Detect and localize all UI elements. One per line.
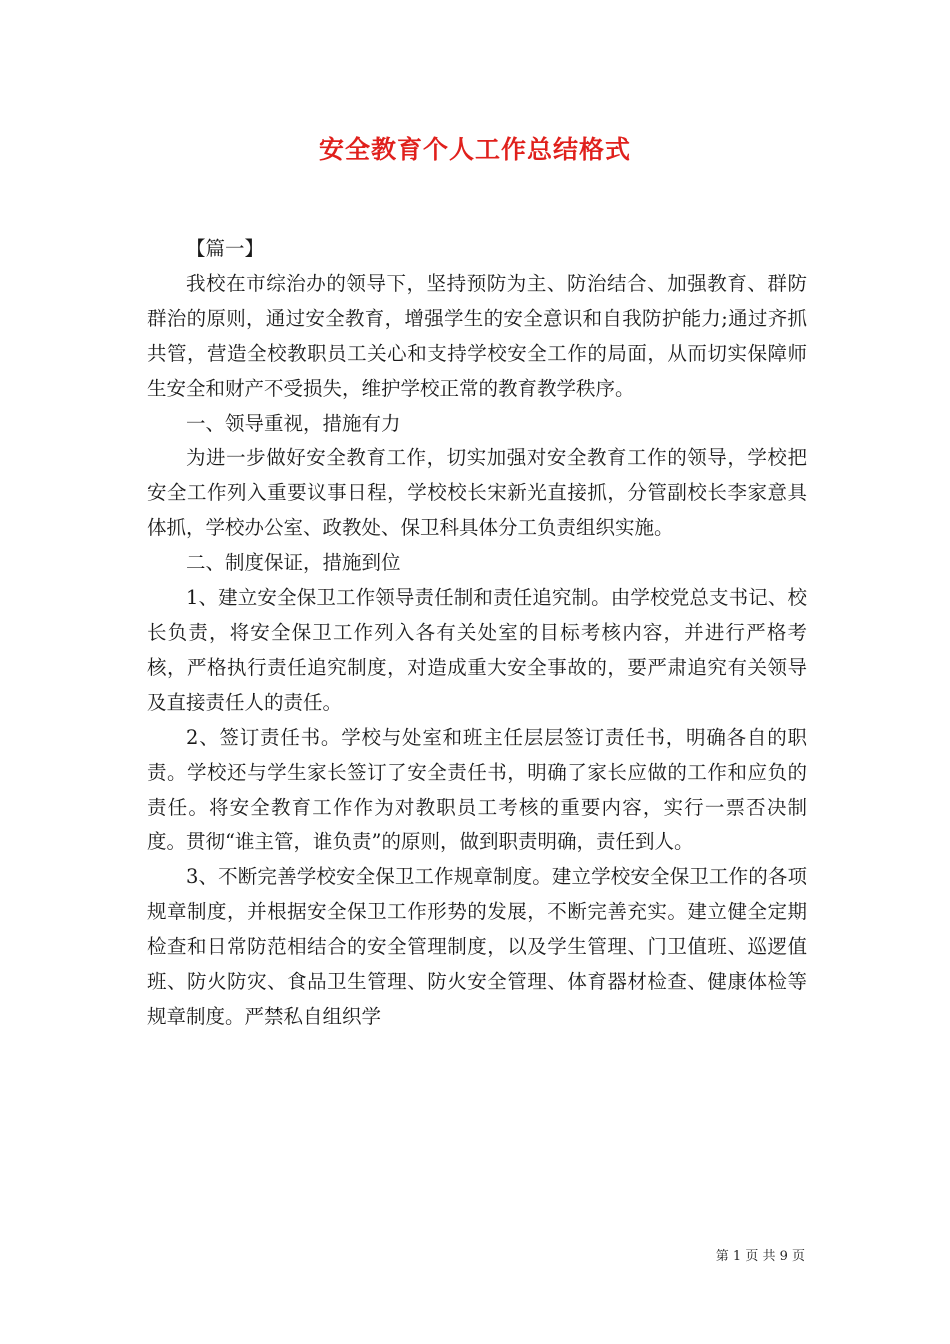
paragraph: 我校在市综治办的领导下，坚持预防为主、防治结合、加强教育、群防群治的原则，通过安全教育，增强学生的安全意识和自我防护能力;通过齐抓共管，营造全校教职员工关心和支持学校安全工作的局面，从而切实保障师生安全和财产不受损失，维护学校正常的教育教学秩序。 (147, 271, 807, 400)
document-title: 安全教育个人工作总结格式 (318, 135, 631, 164)
section-heading: 一、领导重视，措施有力 (186, 411, 401, 435)
paragraph: 1、建立安全保卫工作领导责任制和责任追究制。由学校党总支书记、校长负责，将安全保卫工作列入各有关处室的目标考核内容，并进行严格考核，严格执行责任追究制度，对造成重大安全事故的，要严肃追究有关领导及直接责任人的责任。 (147, 586, 807, 714)
paragraph: 3、不断完善学校安全保卫工作规章制度。建立学校安全保卫工作的各项规章制度，并根据安全保卫工作形势的发展，不断完善充实。建立健全定期检查和日常防范相结合的安全管理制度，以及学生管理、门卫值班、巡逻值班、防火防灾、食品卫生管理、防火安全管理、体育器材检查、健康体检等规章制度。严禁私自组织学 (147, 865, 807, 1028)
section-heading: 二、制度保证，措施到位 (186, 551, 401, 575)
page-number: 第 1 页 共 9 页 (715, 1249, 805, 1264)
paragraph: 为进一步做好安全教育工作，切实加强对安全教育工作的领导，学校把安全工作列入重要议事日程，学校校长宋新光直接抓，分管副校长李家意具体抓，学校办公室、政教处、保卫科具体分工负责组织实施。 (147, 446, 807, 540)
document-body (147, 232, 807, 1035)
paragraph: 2、签订责任书。学校与处室和班主任层层签订责任书，明确各自的职责。学校还与学生家长签订了安全责任书，明确了家长应做的工作和应负的责任。将安全教育工作作为对教职员工考核的重要内容，实行一票否决制度。贯彻“谁主管，谁负责”的原则，做到职责明确，责任到人。 (147, 725, 807, 854)
section-heading: 【篇一】 (186, 237, 265, 260)
